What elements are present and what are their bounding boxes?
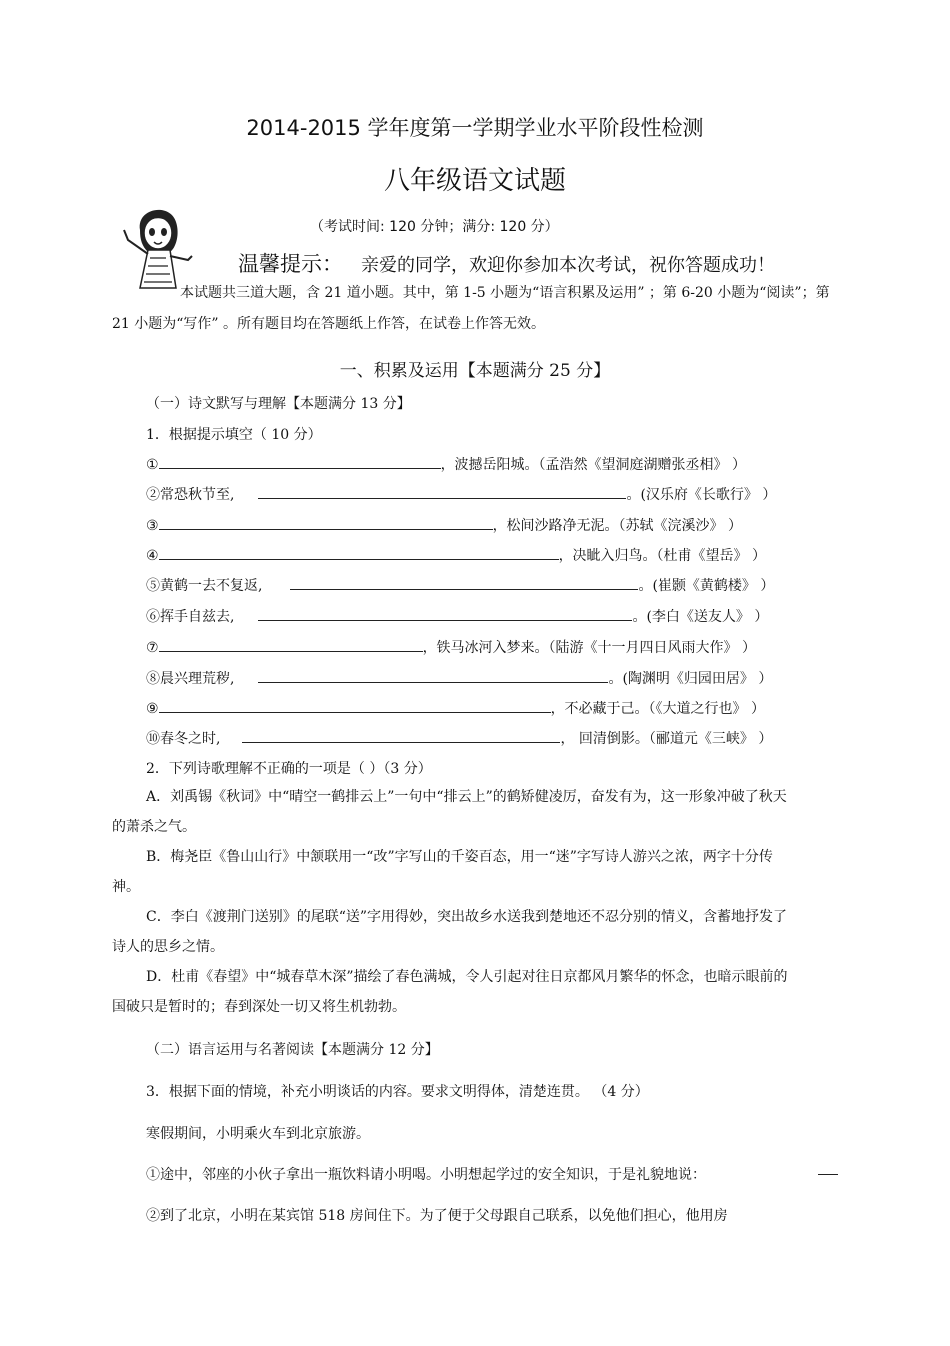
- tip-text: 亲爱的同学，欢迎你参加本次考试，祝你答题成功！: [361, 255, 775, 276]
- q1-item-8: ⑧晨兴理荒秽, 。(陶渊明《归园田居》 ）: [146, 667, 772, 688]
- q3-context: 寒假期间，小明乘火车到北京旅游。: [146, 1126, 370, 1142]
- q3-item-2: ②到了北京，小明在某宾馆 518 房间住下。为了便于父母跟自己联系，以免他们担心，他用房: [146, 1208, 728, 1224]
- q2-option-b: B．梅尧臣《鲁山山行》中颔联用一“改”字写山的千姿百态，用一“迷”字写诗人游兴之浓，两字十分传神。: [112, 849, 773, 895]
- q2-option-d: D．杜甫《春望》中“城春草木深”描绘了春色满城，令人引起对往日京都风月繁华的怀念，也暗示眼前的国破只是暂时的；春到深处一切又将生机勃勃。: [112, 969, 788, 1015]
- tip-label: 温馨提示：: [238, 252, 343, 276]
- q2-stem: 2．下列诗歌理解不正确的一项是（ ）（3 分）: [146, 761, 432, 777]
- answer-blank[interactable]: [159, 697, 551, 713]
- answer-blank[interactable]: [242, 727, 560, 743]
- answer-blank[interactable]: [159, 544, 559, 560]
- part2-title: （二）语言运用与名著阅读【本题满分 12 分】: [146, 1042, 439, 1058]
- answer-blank-mark[interactable]: [818, 1173, 838, 1175]
- q2-option-c: C．李白《渡荆门送别》的尾联“送”字用得妙，突出故乡水送我到楚地还不忍分别的情义，含蓄地抒发了诗人的思乡之情。: [112, 909, 788, 955]
- q1-stem: 1．根据提示填空（ 10 分）: [146, 427, 322, 443]
- answer-blank[interactable]: [159, 636, 423, 652]
- exam-title: 2014-2015 学年度第一学期学业水平阶段性检测: [246, 116, 704, 140]
- q1-item-2: ②常恐秋节至, 。(汉乐府《长歌行》 ）: [146, 483, 776, 504]
- q3-stem: 3．根据下面的情境，补充小明谈话的内容。要求文明得体，清楚连贯。 （4 分）: [146, 1084, 649, 1100]
- q1-item-3: ③ ，松间沙路净无泥。（苏轼《浣溪沙》 ）: [146, 514, 742, 535]
- cartoon-girl-illustration: [118, 200, 198, 290]
- section1-title: 一、积累及运用【本题满分 25 分】: [339, 361, 611, 381]
- answer-blank[interactable]: [258, 605, 632, 621]
- q1-item-6: ⑥挥手自兹去, 。(李白《送友人》 ）: [146, 605, 768, 626]
- answer-blank[interactable]: [159, 453, 441, 469]
- q2-option-a: A．刘禹锡《秋词》中“晴空一鹤排云上”一句中“排云上”的鹤矫健凌厉，奋发有为，这一形象冲破了秋天的萧杀之气。: [112, 789, 787, 835]
- tip-line: [238, 248, 775, 278]
- intro-paragraph: 本试题共三道大题，含 21 道小题。其中，第 1-5 小题为“语言积累及运用” ；第 6-20 小题为“阅读”；第 21 小题为“写作” 。所有题目均在答题纸上作答，在试卷上作答无效。: [112, 285, 830, 332]
- q3-item-1: ①途中，邻座的小伙子拿出一瓶饮料请小明喝。小明想起学过的安全知识，于是礼貌地说：: [146, 1167, 706, 1183]
- q1-item-10: ⑩春冬之时, ， 回清倒影。（郦道元《三峡》 ）: [146, 727, 772, 748]
- q1-item-1: ① ，波撼岳阳城。（孟浩然《望洞庭湖赠张丞相》 ）: [146, 453, 746, 474]
- answer-blank[interactable]: [258, 667, 608, 683]
- exam-subtitle: 八年级语文试题: [383, 166, 566, 196]
- q1-item-5: ⑤黄鹤一去不复返, 。(崔颢《黄鹤楼》 ）: [146, 574, 774, 595]
- q1-item-9: ⑨ ，不必藏于己。（《大道之行也》 ）: [146, 697, 765, 718]
- answer-blank[interactable]: [258, 483, 626, 499]
- q1-item-7: ⑦ ，铁马冰河入梦来。（陆游《十一月四日风雨大作》 ）: [146, 636, 756, 657]
- answer-blank[interactable]: [290, 574, 638, 590]
- q1-item-4: ④ ，决眦入归鸟。（杜甫《望岳》 ）: [146, 544, 766, 565]
- exam-info: （考试时间: 120 分钟；满分: 120 分）: [310, 219, 559, 235]
- answer-blank[interactable]: [159, 514, 493, 530]
- part1-title: （一）诗文默写与理解【本题满分 13 分】: [146, 396, 411, 412]
